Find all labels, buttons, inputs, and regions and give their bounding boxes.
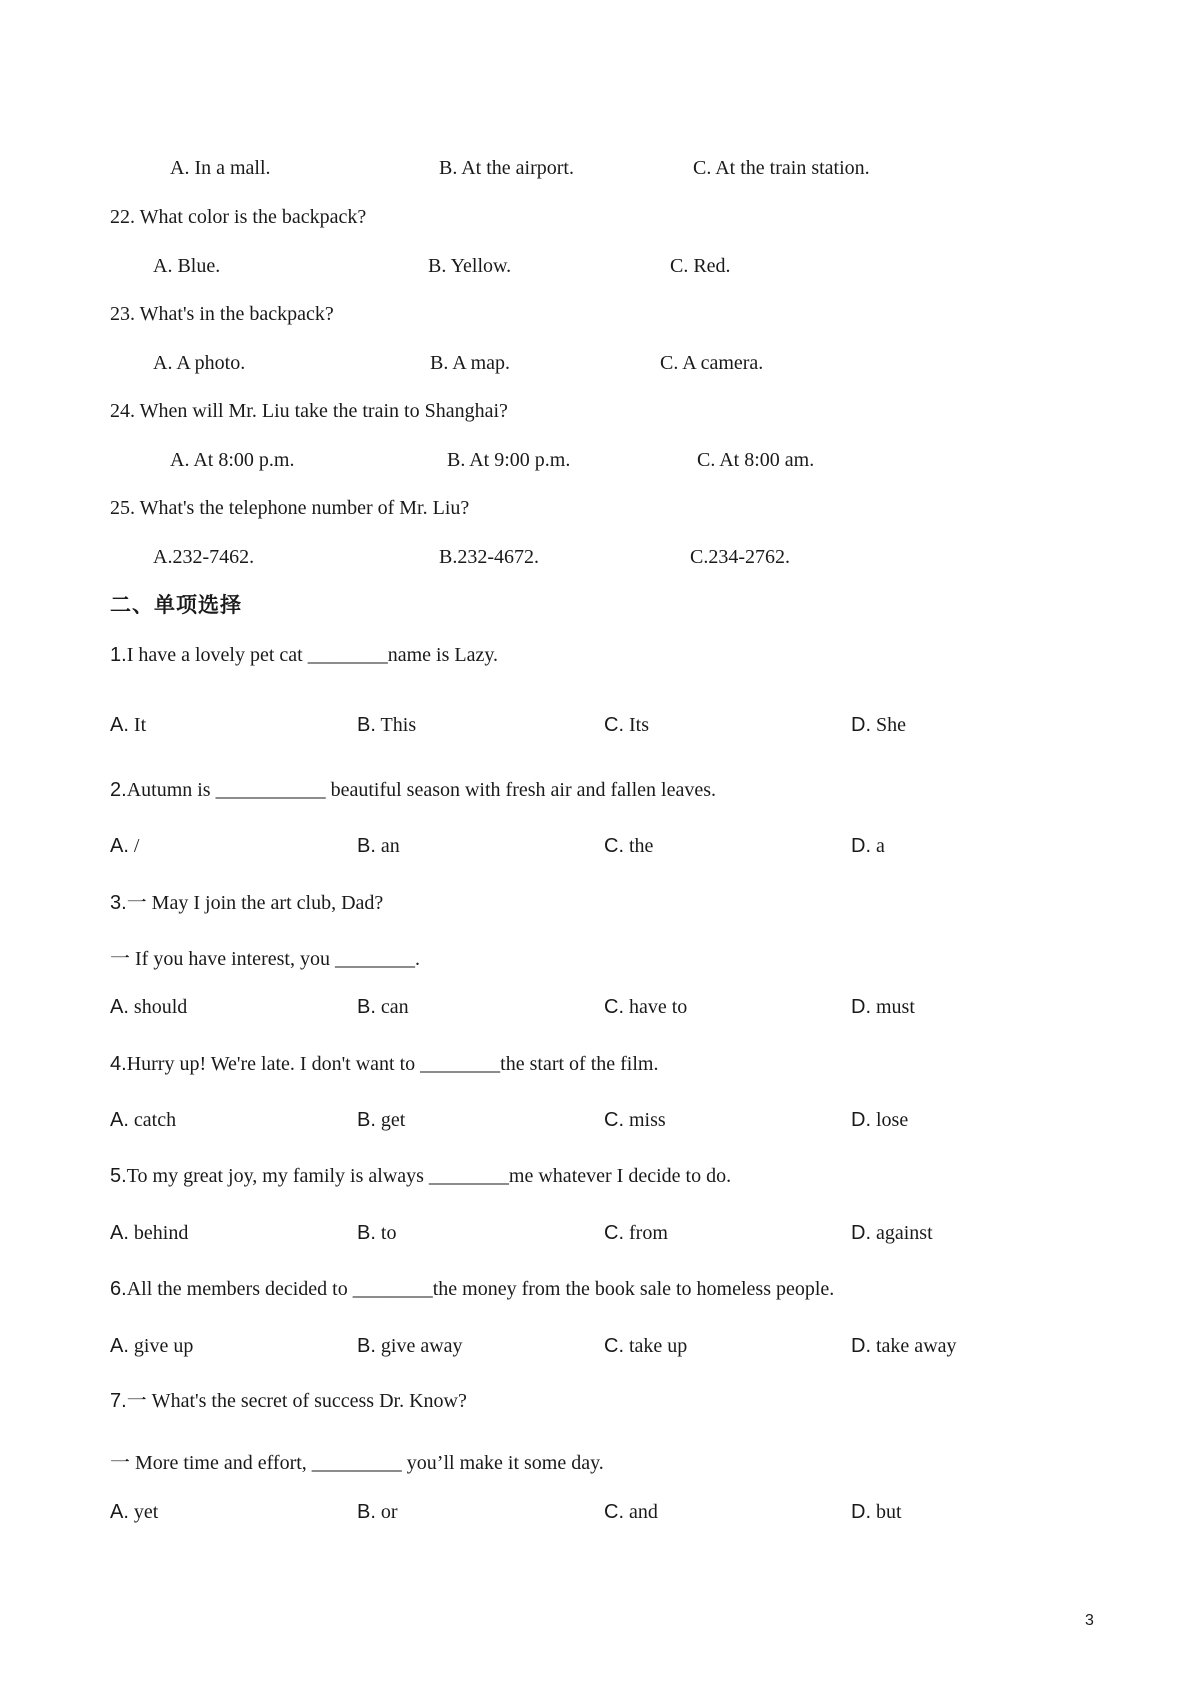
- option-text: behind: [133, 1222, 189, 1244]
- option-letter: B.: [357, 996, 376, 1018]
- question-6-option-a: [110, 1334, 193, 1358]
- option-letter: D.: [851, 1222, 871, 1244]
- option-text: or: [380, 1501, 398, 1523]
- question-number: 4.: [110, 1053, 127, 1075]
- option-text: miss: [629, 1109, 666, 1131]
- option-letter: A.: [110, 1335, 129, 1357]
- question-1-option-c: [604, 713, 649, 737]
- option-text: lose: [876, 1109, 909, 1131]
- option-text: take away: [876, 1335, 957, 1357]
- option-letter: D.: [851, 996, 871, 1018]
- q23-option-c: C. A camera.: [660, 352, 764, 374]
- q23-stem: 23. What's in the backpack?: [110, 303, 334, 325]
- question-4-stem: [110, 1052, 658, 1076]
- question-text: All the members decided to ________the money from the book sale to homeless people.: [126, 1278, 835, 1300]
- q25-stem: 25. What's the telephone number of Mr. Liu?: [110, 497, 470, 519]
- question-7-option-c: [604, 1500, 658, 1524]
- option-text: but: [876, 1501, 902, 1523]
- q22-option-c: C. Red.: [670, 255, 731, 277]
- option-text: This: [380, 714, 417, 736]
- question-number: 7.: [110, 1390, 127, 1412]
- option-letter: A.: [110, 1501, 129, 1523]
- option-text: have to: [629, 996, 688, 1018]
- question-3-option-b: [357, 995, 409, 1019]
- option-letter: B.: [357, 1109, 376, 1131]
- option-letter: C.: [604, 1109, 624, 1131]
- question-text: 一 May I join the art club, Dad?: [126, 892, 384, 914]
- option-letter: B.: [357, 714, 376, 736]
- question-7-stem: [110, 1389, 467, 1413]
- q24-option-c: C. At 8:00 am.: [697, 449, 815, 471]
- option-text: can: [380, 996, 409, 1018]
- question-text: 一 What's the secret of success Dr. Know?: [126, 1390, 467, 1412]
- option-letter: D.: [851, 1335, 871, 1357]
- option-letter: C.: [604, 996, 624, 1018]
- section-title: 二、单项选择: [110, 593, 242, 617]
- q21-option-a: A. In a mall.: [170, 157, 271, 179]
- question-number: 2.: [110, 779, 127, 801]
- q23-option-a: A. A photo.: [153, 352, 246, 374]
- q24-option-b: B. At 9:00 p.m.: [447, 449, 571, 471]
- question-5-option-c: [604, 1221, 668, 1245]
- option-text: take up: [629, 1335, 688, 1357]
- option-letter: B.: [357, 835, 376, 857]
- question-2-option-c: [604, 834, 653, 858]
- question-1-stem: [110, 643, 498, 667]
- option-text: to: [380, 1222, 397, 1244]
- option-text: an: [380, 835, 400, 857]
- question-6-option-c: [604, 1334, 687, 1358]
- question-1-option-b: [357, 713, 416, 737]
- option-text: /: [133, 835, 140, 857]
- q21-option-c: C. At the train station.: [693, 157, 870, 179]
- option-letter: B.: [357, 1335, 376, 1357]
- option-text: from: [629, 1222, 668, 1244]
- question-3-option-c: [604, 995, 687, 1019]
- question-3-stem: [110, 891, 383, 915]
- option-letter: C.: [604, 1335, 624, 1357]
- option-letter: D.: [851, 1501, 871, 1523]
- option-letter: B.: [357, 1501, 376, 1523]
- question-1-option-a: [110, 713, 146, 737]
- question-4-option-c: [604, 1108, 666, 1132]
- question-1-option-d: [851, 713, 906, 737]
- question-4-option-a: [110, 1108, 176, 1132]
- question-number: 5.: [110, 1165, 127, 1187]
- question-2-stem: [110, 778, 716, 802]
- question-7-option-a: [110, 1500, 158, 1524]
- question-4-option-b: [357, 1108, 405, 1132]
- option-letter: C.: [604, 1222, 624, 1244]
- option-text: It: [133, 714, 147, 736]
- question-3-option-d: [851, 995, 915, 1019]
- option-letter: D.: [851, 1109, 871, 1131]
- option-letter: A.: [110, 996, 129, 1018]
- option-letter: D.: [851, 835, 871, 857]
- question-number: 6.: [110, 1278, 127, 1300]
- option-letter: C.: [604, 714, 624, 736]
- question-5-option-d: [851, 1221, 933, 1245]
- option-text: catch: [133, 1109, 177, 1131]
- option-letter: D.: [851, 714, 871, 736]
- option-text: yet: [133, 1501, 159, 1523]
- question-text: 一 If you have interest, you ________.: [110, 948, 420, 970]
- question-text: 一 More time and effort, _________ you’ll make it some day.: [110, 1452, 604, 1474]
- question-3-line-2: [110, 947, 420, 971]
- question-text: Autumn is ___________ beautiful season with fresh air and fallen leaves.: [126, 779, 716, 801]
- option-text: a: [876, 835, 885, 857]
- question-2-option-b: [357, 834, 400, 858]
- option-letter: A.: [110, 835, 129, 857]
- question-number: 1.: [110, 644, 127, 666]
- q25-option-a: A.232-7462.: [153, 546, 255, 568]
- question-7-option-d: [851, 1500, 902, 1524]
- option-letter: C.: [604, 835, 624, 857]
- question-5-option-b: [357, 1221, 396, 1245]
- question-text: To my great joy, my family is always ________me whatever I decide to do.: [126, 1165, 732, 1187]
- question-6-option-b: [357, 1334, 463, 1358]
- page-number: 3: [1085, 1612, 1094, 1629]
- option-text: She: [876, 714, 906, 736]
- question-6-option-d: [851, 1334, 957, 1358]
- q22-option-a: A. Blue.: [153, 255, 221, 277]
- option-letter: C.: [604, 1501, 624, 1523]
- option-text: get: [380, 1109, 406, 1131]
- option-text: must: [876, 996, 915, 1018]
- option-text: against: [876, 1222, 933, 1244]
- question-3-option-a: [110, 995, 187, 1019]
- q25-option-c: C.234-2762.: [690, 546, 790, 568]
- option-letter: A.: [110, 1222, 129, 1244]
- option-text: Its: [629, 714, 649, 736]
- question-4-option-d: [851, 1108, 908, 1132]
- q25-option-b: B.232-4672.: [439, 546, 539, 568]
- option-text: give up: [133, 1335, 194, 1357]
- question-5-stem: [110, 1164, 731, 1188]
- q21-option-b: B. At the airport.: [439, 157, 574, 179]
- option-letter: A.: [110, 1109, 129, 1131]
- question-7-option-b: [357, 1500, 398, 1524]
- option-text: the: [629, 835, 654, 857]
- q22-stem: 22. What color is the backpack?: [110, 206, 367, 228]
- option-letter: A.: [110, 714, 129, 736]
- question-text: I have a lovely pet cat ________name is Lazy.: [126, 644, 499, 666]
- option-letter: B.: [357, 1222, 376, 1244]
- question-7-line-2: [110, 1451, 604, 1475]
- option-text: and: [629, 1501, 658, 1523]
- option-text: should: [133, 996, 188, 1018]
- question-6-stem: [110, 1277, 834, 1301]
- q23-option-b: B. A map.: [430, 352, 511, 374]
- q22-option-b: B. Yellow.: [428, 255, 512, 277]
- question-text: Hurry up! We're late. I don't want to ________the start of the film.: [126, 1053, 659, 1075]
- question-2-option-d: [851, 834, 885, 858]
- question-number: 3.: [110, 892, 127, 914]
- question-5-option-a: [110, 1221, 188, 1245]
- q24-option-a: A. At 8:00 p.m.: [170, 449, 295, 471]
- question-2-option-a: [110, 834, 139, 858]
- q24-stem: 24. When will Mr. Liu take the train to Shanghai?: [110, 400, 508, 422]
- option-text: give away: [380, 1335, 463, 1357]
